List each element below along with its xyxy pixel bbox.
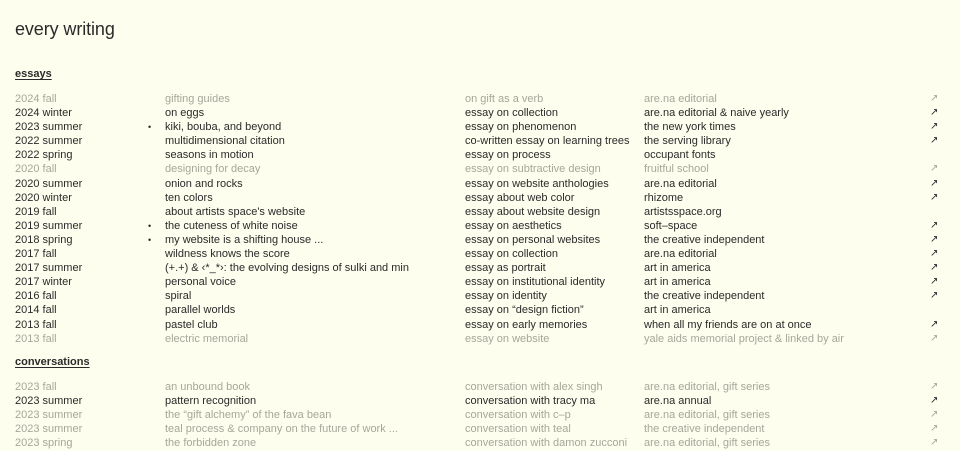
external-link-arrow-icon[interactable]: ↗ [930,318,939,330]
writing-date: 2017 winter [15,276,72,289]
external-link-arrow-icon[interactable]: ↗ [930,332,939,344]
writing-description: conversation with c–p [465,409,571,422]
writing-row[interactable] [0,106,960,120]
writing-date: 2013 fall [15,318,57,331]
writing-description: essay on subtractive design [465,163,601,176]
writing-row[interactable] [0,191,960,205]
external-link-arrow-icon[interactable]: ↗ [930,423,939,435]
writing-publisher: are.na editorial, gift series [644,409,770,422]
writing-date: 2023 spring [15,437,73,450]
external-link-arrow-icon[interactable]: ↗ [930,248,939,260]
writing-row[interactable] [0,436,960,450]
writing-title: the cuteness of white noise [165,219,298,232]
writing-title: ten colors [165,191,213,204]
external-link-arrow-icon[interactable]: ↗ [930,262,939,274]
writing-publisher: fruitful school [644,163,709,176]
writing-title: kiki, bouba, and beyond [165,121,282,134]
writing-description: essay on institutional identity [465,276,606,289]
writing-title: (+.+) & ‹*_*›: the evolving designs of sulki and min [165,262,409,275]
writing-row[interactable] [0,162,960,176]
writing-date: 2019 fall [15,205,57,218]
writing-date: 2022 spring [15,149,73,162]
external-link-arrow-icon[interactable]: ↗ [930,177,939,189]
writing-publisher: yale aids memorial project & linked by air [644,332,844,345]
conversations-list [0,380,960,450]
writing-publisher: are.na editorial [644,177,717,190]
writing-row[interactable] [0,275,960,289]
writing-description: conversation with tracy ma [465,395,596,408]
writing-publisher: the new york times [644,121,736,134]
writing-publisher: art in america [644,276,711,289]
writing-row[interactable] [0,177,960,191]
writing-date: 2024 fall [15,93,57,105]
writing-title: pattern recognition [165,395,257,408]
writing-date: 2019 summer [15,219,83,232]
writing-row[interactable] [0,289,960,303]
writing-publisher: the serving library [644,135,731,148]
writing-date: 2020 fall [15,163,57,176]
writing-title: wildness knows the score [165,248,290,261]
writing-description: essay on aesthetics [465,219,562,232]
writing-description: essay about website design [465,205,601,218]
writing-title: onion and rocks [165,177,243,190]
writing-title: gifting guides [165,93,230,105]
writing-date: 2023 summer [15,395,83,408]
writing-row[interactable] [0,380,960,394]
writing-row[interactable] [0,422,960,436]
external-link-arrow-icon[interactable]: ↗ [930,135,939,147]
writing-row[interactable] [0,120,960,134]
writing-description: essay about web color [465,191,575,204]
external-link-arrow-icon[interactable]: ↗ [930,163,939,175]
writing-title: about artists space's website [165,205,306,218]
writing-date: 2023 summer [15,409,83,422]
writing-publisher: are.na editorial [644,248,717,261]
section-heading-conversations[interactable]: conversations [15,356,90,368]
writing-description: co-written essay on learning trees [465,135,630,148]
writing-description: conversation with damon zucconi [465,437,628,450]
external-link-arrow-icon[interactable]: ↗ [930,191,939,203]
writing-row[interactable] [0,261,960,275]
section-heading-essays[interactable]: essays [15,68,52,80]
writing-description: on gift as a verb [465,93,544,105]
writing-date: 2014 fall [15,304,57,317]
writing-title: parallel worlds [165,304,236,317]
writing-description: conversation with alex singh [465,381,603,393]
external-link-arrow-icon[interactable]: ↗ [930,219,939,231]
writing-date: 2013 fall [15,332,57,345]
external-link-arrow-icon[interactable]: ↗ [930,437,939,449]
writing-publisher: the creative independent [644,290,765,303]
writing-description: essay on website [465,332,550,345]
writing-row[interactable] [0,318,960,332]
writing-description: essay on “design fiction” [465,304,584,317]
writing-description: essay on identity [465,290,547,303]
external-link-arrow-icon[interactable]: ↗ [930,381,939,392]
writing-publisher: are.na annual [644,395,712,408]
writing-row[interactable] [0,219,960,233]
writing-description: essay on collection [465,107,558,120]
bullet-dot-icon: • [148,122,152,133]
writing-date: 2024 winter [15,107,72,120]
writing-row[interactable] [0,408,960,422]
writing-description: essay on early memories [465,318,588,331]
writing-publisher: are.na editorial, gift series [644,381,770,393]
writing-description: essay on collection [465,248,558,261]
writing-date: 2017 fall [15,248,57,261]
writing-title: the forbidden zone [165,437,257,450]
writing-row[interactable] [0,148,960,162]
writing-title: my website is a shifting house ... [165,233,324,246]
writing-title: on eggs [165,107,205,120]
writing-title: an unbound book [165,381,251,393]
writing-date: 2018 spring [15,233,73,246]
writing-row[interactable] [0,233,960,247]
external-link-arrow-icon[interactable]: ↗ [930,290,939,302]
writing-title: seasons in motion [165,149,254,162]
external-link-arrow-icon[interactable]: ↗ [930,276,939,288]
writing-publisher: artistsspace.org [644,205,722,218]
external-link-arrow-icon[interactable]: ↗ [930,409,939,421]
writing-publisher: soft–space [644,219,698,232]
writing-publisher: when all my friends are on at once [644,318,812,331]
essays-list [0,92,960,346]
writing-row[interactable] [0,332,960,346]
writing-date: 2023 summer [15,423,83,436]
writing-row[interactable] [0,205,960,219]
writing-title: personal voice [165,276,236,289]
writing-date: 2020 summer [15,177,83,190]
writing-row[interactable] [0,394,960,408]
writing-title: electric memorial [165,332,249,345]
writing-publisher: the creative independent [644,423,765,436]
writing-date: 2023 summer [15,121,83,134]
writing-publisher: rhizome [644,191,684,204]
external-link-arrow-icon[interactable]: ↗ [930,233,939,245]
writing-description: conversation with teal [465,423,571,436]
writing-row[interactable] [0,92,960,106]
writing-title: pastel club [165,318,218,331]
bullet-dot-icon: • [148,234,152,245]
writing-row[interactable] [0,303,960,317]
writing-publisher: are.na editorial & naive yearly [644,107,789,120]
writing-publisher: are.na editorial [644,93,717,105]
writing-publisher: occupant fonts [644,149,716,162]
writing-title: multidimensional citation [165,135,285,148]
external-link-arrow-icon[interactable]: ↗ [930,395,939,407]
writing-date: 2017 summer [15,262,83,275]
writing-publisher: art in america [644,262,711,275]
writing-publisher: are.na editorial, gift series [644,437,770,450]
external-link-arrow-icon[interactable]: ↗ [930,93,939,104]
writing-row[interactable] [0,134,960,148]
page-title: every writing [15,19,115,39]
external-link-arrow-icon[interactable]: ↗ [930,121,939,133]
writing-date: 2016 fall [15,290,57,303]
writing-title: teal process & company on the future of work ... [165,423,398,436]
writing-row[interactable] [0,247,960,261]
writing-publisher: art in america [644,304,711,317]
writing-title: designing for decay [165,163,261,176]
writing-date: 2020 winter [15,191,72,204]
writing-date: 2022 summer [15,135,83,148]
external-link-arrow-icon[interactable]: ↗ [930,107,939,119]
writing-description: essay as portrait [465,262,546,275]
writing-title: the “gift alchemy” of the fava bean [165,409,332,422]
bullet-dot-icon: • [148,220,152,231]
writing-description: essay on personal websites [465,233,601,246]
writing-description: essay on website anthologies [465,177,609,190]
writing-date: 2023 fall [15,381,57,393]
writing-description: essay on process [465,149,551,162]
writing-description: essay on phenomenon [465,121,577,134]
writing-title: spiral [165,290,192,303]
writing-publisher: the creative independent [644,233,765,246]
